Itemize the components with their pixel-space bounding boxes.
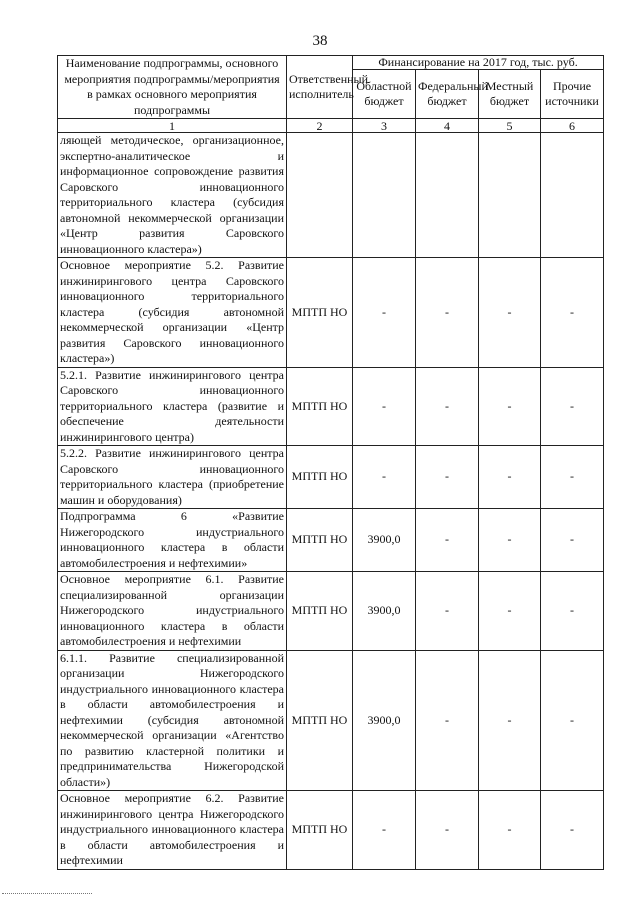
row-executor: МПТП НО — [287, 509, 353, 572]
row-regional — [353, 133, 416, 258]
header-executor: Ответственный исполнитель — [287, 56, 353, 119]
row-federal: - — [416, 367, 479, 446]
column-number: 6 — [541, 119, 604, 133]
row-federal — [416, 133, 479, 258]
row-local — [479, 133, 541, 258]
row-other: - — [541, 258, 604, 368]
row-federal: - — [416, 791, 479, 870]
row-executor: МПТП НО — [287, 791, 353, 870]
row-executor: МПТП НО — [287, 367, 353, 446]
row-executor: МПТП НО — [287, 572, 353, 651]
row-local: - — [479, 572, 541, 651]
table-row — [58, 509, 604, 572]
row-other: - — [541, 791, 604, 870]
row-local: - — [479, 791, 541, 870]
table-row — [58, 258, 604, 368]
row-name: Основное мероприятие 6.1. Развитие специализированной организации Нижегородского индустриального инновационного кластера в области автомобилестроения и нефтехимии — [58, 572, 287, 651]
row-name: 5.2.2. Развитие инжинирингового центра Саровского инновационного территориального кластера (приобретение машин и оборудования) — [58, 446, 287, 509]
page-number: 38 — [312, 33, 328, 49]
table-row — [58, 446, 604, 509]
column-number: 2 — [287, 119, 353, 133]
table-row — [58, 367, 604, 446]
table-row — [58, 572, 604, 651]
column-number: 4 — [416, 119, 479, 133]
row-regional: 3900,0 — [353, 650, 416, 791]
row-name: Подпрограмма 6 «Развитие Нижегородского индустриального инновационного кластера в области автомобилестроения и нефтехимии» — [58, 509, 287, 572]
row-name: 6.1.1. Развитие специализированной организации Нижегородского индустриального инновационного кластера в области автомобилестроения и нефтехимии (субсидия автономной некоммерческой организации «Агентство по развитию кластерной политики и предпринимательства Нижегородской области») — [58, 650, 287, 791]
row-regional: - — [353, 367, 416, 446]
row-local: - — [479, 446, 541, 509]
financing-table — [57, 55, 604, 870]
row-federal: - — [416, 446, 479, 509]
header-other-sources: Прочие источники — [541, 70, 604, 119]
row-name: 5.2.1. Развитие инжинирингового центра Саровского инновационного территориального кластера (развитие и обеспечение деятельности инжинирингового центра) — [58, 367, 287, 446]
scan-artifact-divider — [2, 893, 92, 897]
row-regional: - — [353, 258, 416, 368]
row-other: - — [541, 509, 604, 572]
row-executor: МПТП НО — [287, 650, 353, 791]
column-number: 3 — [353, 119, 416, 133]
header-financing: Финансирование на 2017 год, тыс. руб. — [353, 56, 604, 70]
row-name: Основное мероприятие 6.2. Развитие инжинирингового центра Нижегородского индустриального инновационного кластера в области автомобилестроения и нефтехимии — [58, 791, 287, 870]
column-number: 5 — [479, 119, 541, 133]
row-other: - — [541, 572, 604, 651]
row-other — [541, 133, 604, 258]
row-local: - — [479, 509, 541, 572]
row-executor — [287, 133, 353, 258]
table-row — [58, 133, 604, 258]
header-name: Наименование подпрограммы, основного мероприятия подпрограммы/мероприятия в рамках основного мероприятия подпрограммы — [58, 56, 287, 119]
row-local: - — [479, 258, 541, 368]
table-row — [58, 650, 604, 791]
row-local: - — [479, 367, 541, 446]
row-regional: 3900,0 — [353, 572, 416, 651]
column-number: 1 — [58, 119, 287, 133]
row-executor: МПТП НО — [287, 258, 353, 368]
row-regional: - — [353, 446, 416, 509]
row-federal: - — [416, 650, 479, 791]
row-federal: - — [416, 572, 479, 651]
header-federal-budget: Федеральный бюджет — [416, 70, 479, 119]
row-local: - — [479, 650, 541, 791]
row-regional: - — [353, 791, 416, 870]
row-federal: - — [416, 509, 479, 572]
header-local-budget: Местный бюджет — [479, 70, 541, 119]
row-regional: 3900,0 — [353, 509, 416, 572]
table-row — [58, 791, 604, 870]
row-other: - — [541, 650, 604, 791]
row-name: Основное мероприятие 5.2. Развитие инжинирингового центра Саровского инновационного территориального кластера (субсидия автономной некоммерческой организации «Центр развития Саровского инновационного кластера») — [58, 258, 287, 368]
row-executor: МПТП НО — [287, 446, 353, 509]
header-regional-budget: Областной бюджет — [353, 70, 416, 119]
row-name: ляющей методическое, организационное, экспертно-аналитическое и информационное сопровождение развития Саровского инновационного территориального кластера (субсидия автономной некоммерческой организации «Центр развития Саровского инновационного кластера») — [58, 133, 287, 258]
row-federal: - — [416, 258, 479, 368]
row-other: - — [541, 446, 604, 509]
row-other: - — [541, 367, 604, 446]
